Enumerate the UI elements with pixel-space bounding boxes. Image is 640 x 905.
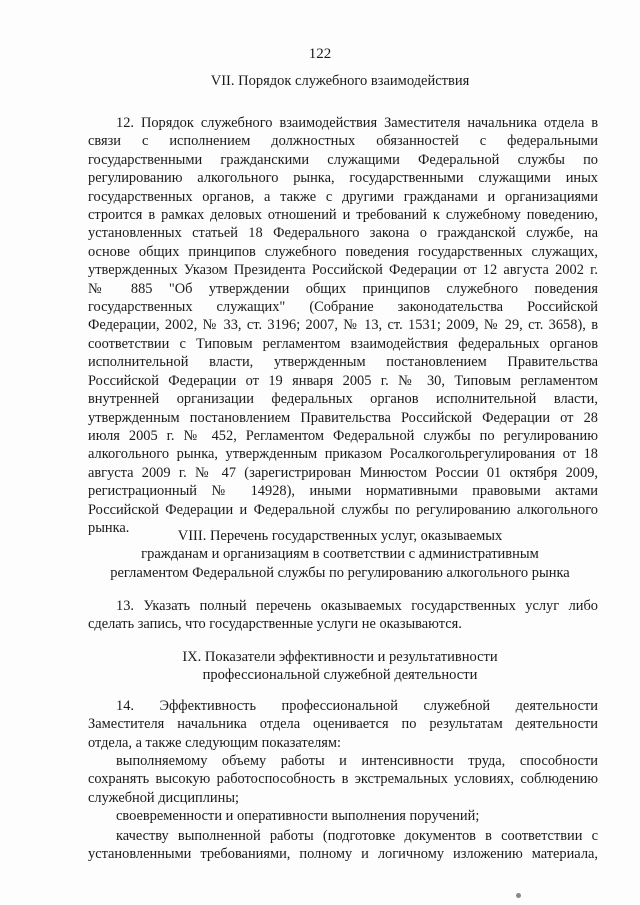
paragraph-line: соответствии с Типовым регламентом взаимодействия федеральных органов <box>88 335 598 352</box>
paragraph-line: сделать запись, что государственные услуги не оказываются. <box>88 616 462 633</box>
paragraph-line: основе общих принципов служебного поведения государственных служащих, <box>88 243 598 260</box>
paragraph-line: августа 2009 г. № 47 (зарегистрирован Минюстом России 01 октября 2009, <box>88 464 598 481</box>
section-8-heading <box>80 527 600 582</box>
paragraph-line: своевременности и оперативности выполнения поручений; <box>116 808 480 824</box>
paragraph-line: государственными гражданскими служащими Федеральной службы по <box>88 151 598 168</box>
paragraph-line: выполняемому объему работы и интенсивности труда, способности <box>116 753 598 769</box>
paragraph-line: внутренней организации федеральных органов исполнительной власти, <box>88 391 598 408</box>
section-9-heading-line: IX. Показатели эффективности и результативности <box>182 649 498 665</box>
paragraph-line: утвержденных Указом Президента Российской Федерации от 12 августа 2002 г. <box>88 262 598 279</box>
paragraph-line: июля 2005 г. № 452, Регламентом Федеральной службы по регулированию <box>88 427 598 444</box>
paragraph-line: рынка. <box>88 519 130 536</box>
section-8-heading-line: VIII. Перечень государственных услуг, оказываемых <box>177 528 503 544</box>
section-9-heading-line: профессиональной служебной деятельности <box>202 667 478 684</box>
indicator-item-1 <box>88 752 598 807</box>
paragraph-13 <box>88 597 598 634</box>
paragraph-line: связи с исполнением должностных обязанностей с федеральными <box>88 133 598 150</box>
section-7-heading <box>80 72 600 90</box>
section-7-heading-line: VII. Порядок служебного взаимодействия <box>210 73 470 89</box>
paragraph-14 <box>88 697 598 752</box>
paragraph-line: 12. Порядок служебного взаимодействия Заместителя начальника отдела в <box>116 115 598 131</box>
paragraph-line: Российской Федерации от 19 января 2005 г. № 30, Типовым регламентом <box>88 372 598 389</box>
paragraph-line: служебной дисциплины; <box>88 789 239 806</box>
paragraph-line: Федерации, 2002, № 33, ст. 3196; 2007, № 13, ст. 1531; 2009, № 29, ст. 3658), в <box>88 317 598 334</box>
paragraph-12 <box>88 114 598 537</box>
paragraph-line: регулированию алкогольного рынка, государственными служащими иных <box>88 170 598 187</box>
indicator-item-3 <box>88 827 598 864</box>
paragraph-line: утвержденным постановлением Правительства Российской Федерации от 28 <box>88 409 598 426</box>
paragraph-line: Заместителя начальника отдела оценивается по результатам деятельности <box>88 716 598 733</box>
paragraph-line: отдела, а также следующим показателям: <box>88 734 342 751</box>
paragraph-line: 13. Указать полный перечень оказываемых государственных услуг либо <box>116 598 598 614</box>
paragraph-line: строится в рамках деловых отношений и требований к служебному поведению, <box>88 207 598 224</box>
paragraph-line: установленными требованиями, полному и логичному изложению материала, <box>88 846 598 863</box>
paragraph-line: исполнительной власти, утвержденным постановлением Правительства <box>88 354 598 371</box>
page-number: 122 <box>308 46 332 62</box>
paragraph-line: 14. Эффективность профессиональной служебной деятельности <box>116 698 598 714</box>
paragraph-line: качеству выполненной работы (подготовке документов в соответствии с <box>116 828 598 844</box>
section-8-heading-line: гражданам и организациям в соответствии с административным <box>141 546 539 563</box>
paragraph-line: регистрационный № 14928), иными нормативными правовыми актами <box>88 483 598 500</box>
paragraph-line: установленных статьей 18 Федерального закона о гражданской службе, на <box>88 225 598 242</box>
section-8-heading-line: регламентом Федеральной службы по регулированию алкогольного рынка <box>110 564 570 581</box>
section-9-heading <box>80 648 600 685</box>
paragraph-line: Российской Федерации и Федеральной службы по регулированию алкогольного <box>88 501 598 518</box>
paragraph-line: № 885 "Об утверждении общих принципов служебного поведения <box>88 280 598 297</box>
paragraph-line: государственных органов, а также с другими гражданами и организациями <box>88 188 598 205</box>
paragraph-line: сохранять высокую работоспособность в экстремальных условиях, соблюдению <box>88 771 598 788</box>
paragraph-line: алкогольного рынка, утвержденным приказом Росалкогольрегулирования от 18 <box>88 446 598 463</box>
paragraph-line: государственных служащих" (Собрание законодательства Российской <box>88 299 598 316</box>
indicator-item-2 <box>88 807 598 825</box>
scan-dot-mark <box>516 893 521 898</box>
